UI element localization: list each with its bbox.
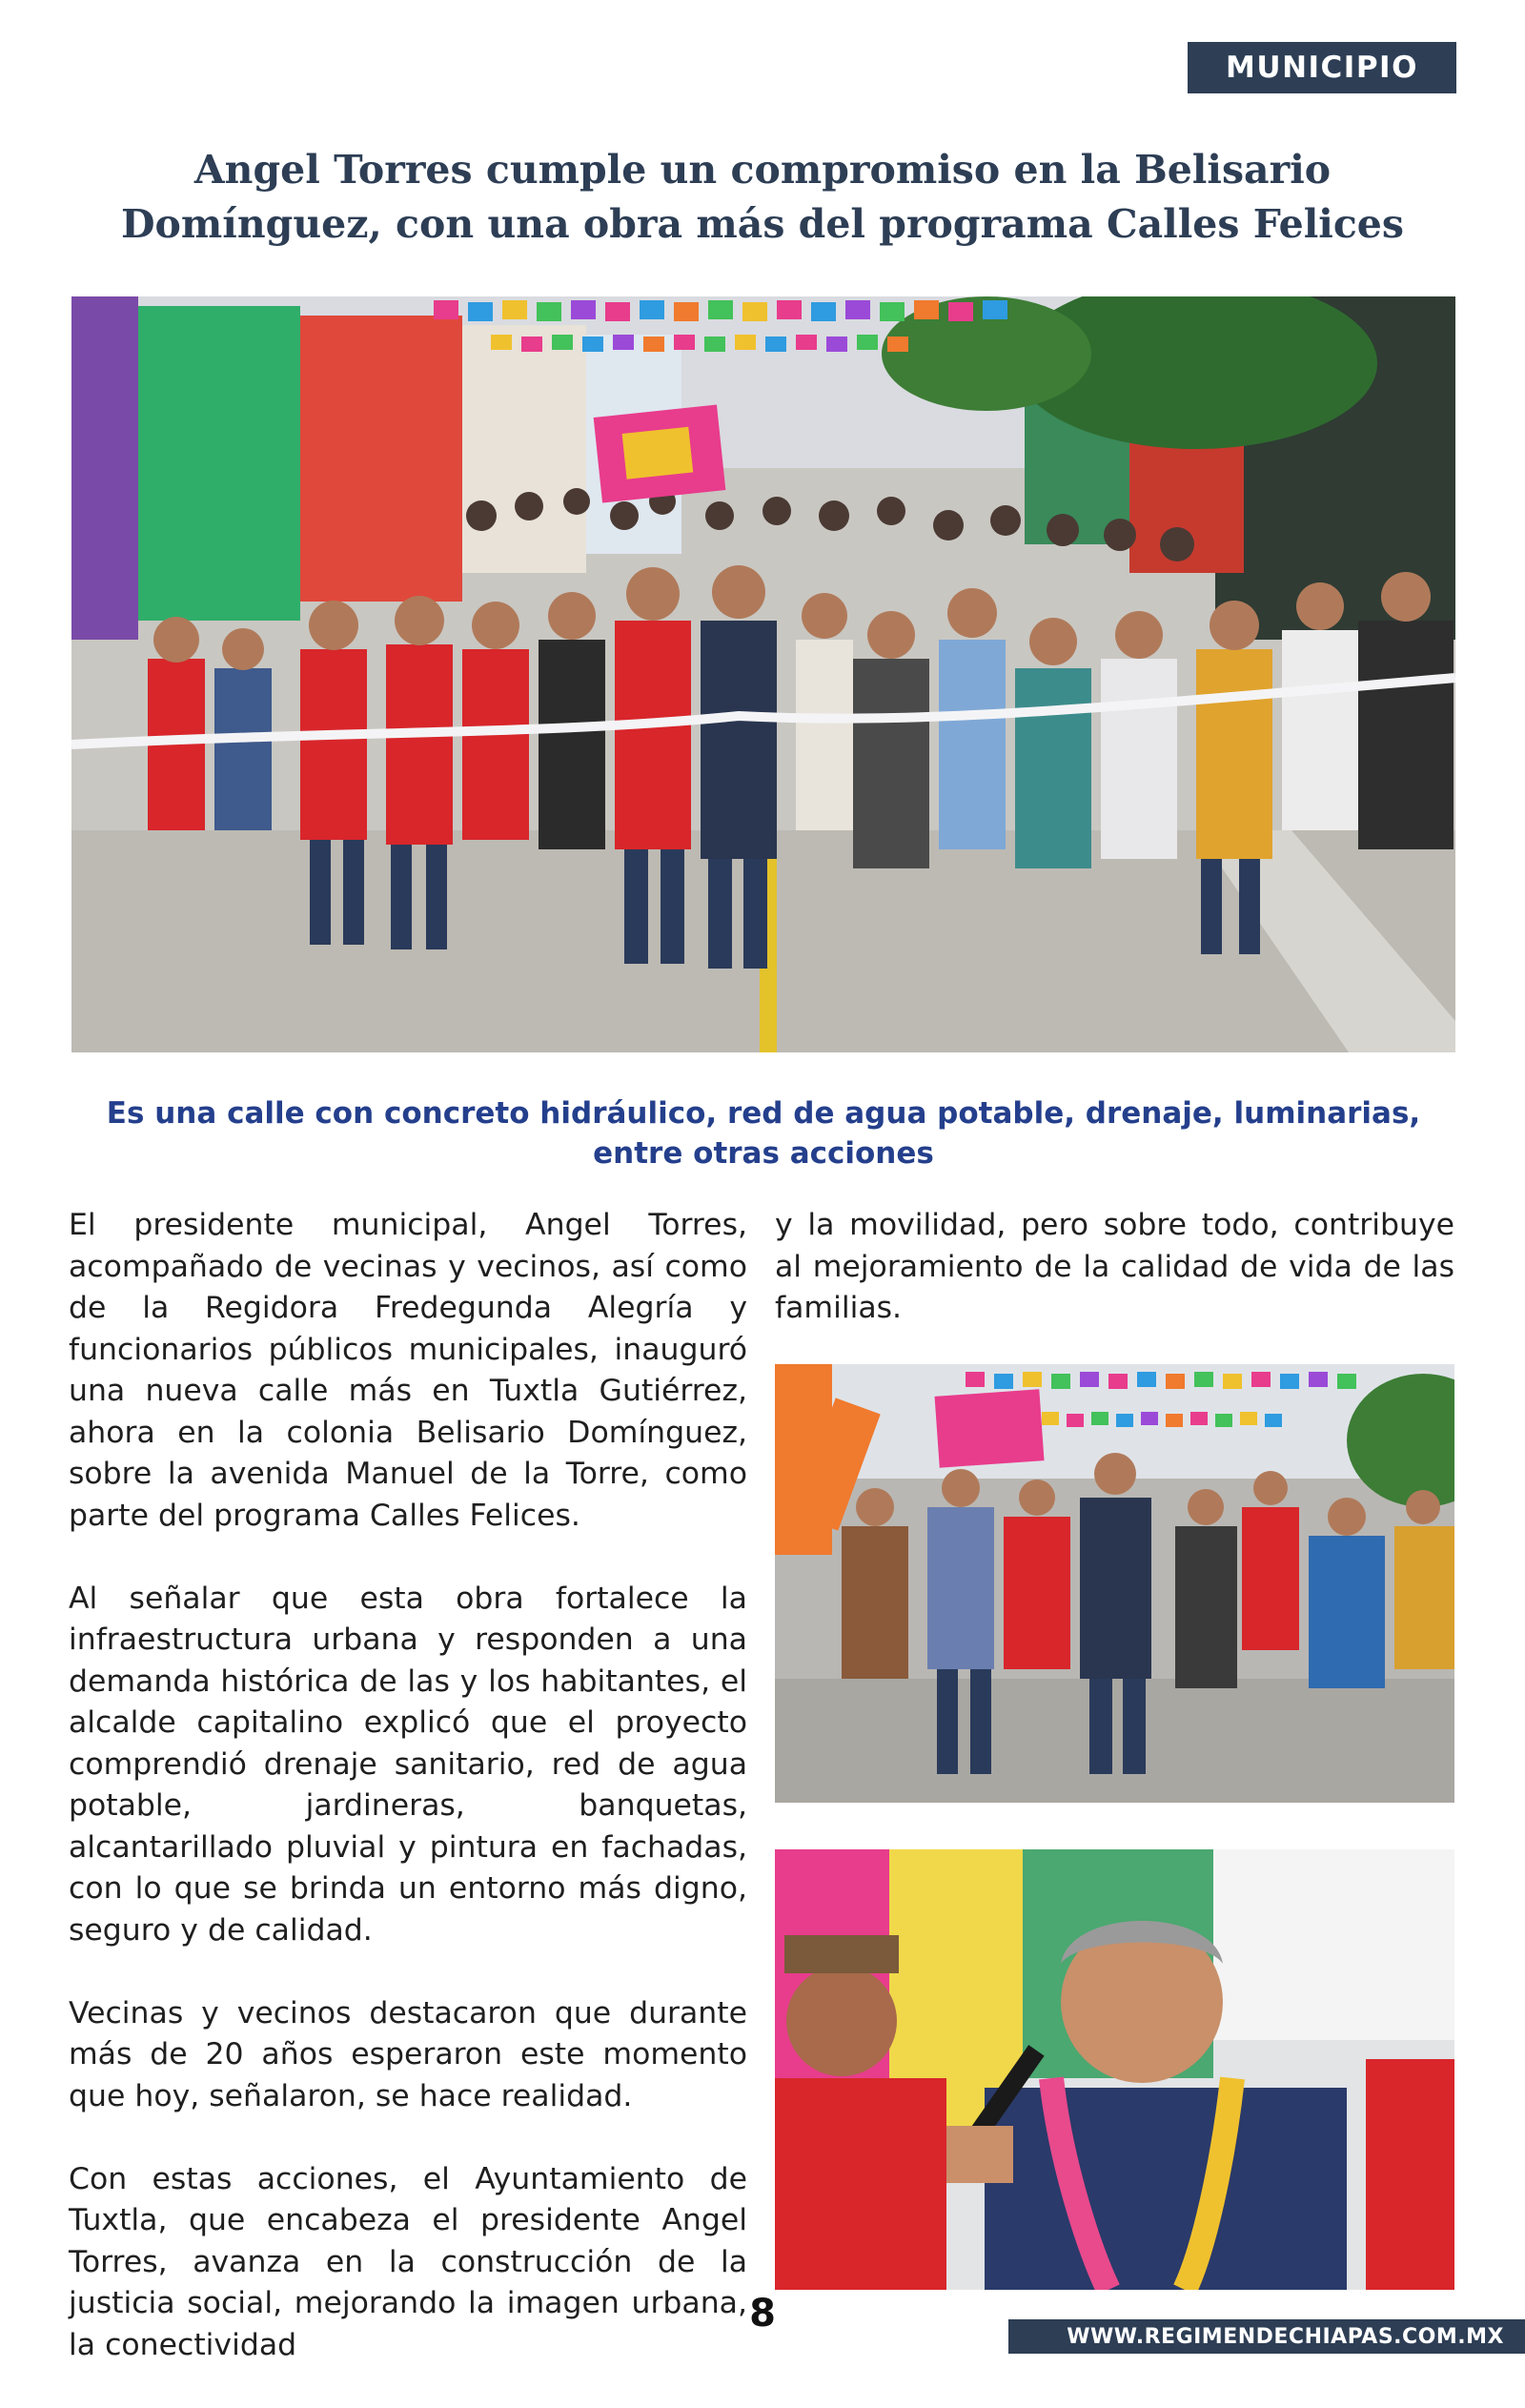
- website-link[interactable]: [1008, 2319, 1525, 2354]
- speaker-photo: [775, 1849, 1454, 2290]
- article-headline: Angel Torres cumple un compromiso en la Belisario Domínguez, con una obra más del programa Calles Felices: [121, 147, 1404, 247]
- article-paragraph: El presidente municipal, Angel Torres, acompañado de vecinas y vecinos, así como de la Regidora Fredegunda Alegría y funcionarios públicos municipales, inauguró una nueva calle más en Tuxtla Gutiérrez, ahora en la colonia Belisario Domínguez, sobre la avenida Manuel de la Torre, como parte del programa Calles Felices.: [69, 1208, 747, 1533]
- article-paragraph: Al señalar que esta obra fortalece la infraestructura urbana y responden a una demanda histórica de las y los habitantes, el alcalde capitalino explicó que el proyecto comprendió drenaje sanitario, red de agua potable, jardineras, banquetas, alcantarillado pluvial y pintura en fachadas, con lo que se brinda un entorno más digno, seguro y de calidad.: [69, 1581, 747, 1948]
- section-badge: MUNICIPIO: [1188, 42, 1456, 93]
- procession-photo: [775, 1364, 1454, 1803]
- article-paragraph: Vecinas y vecinos destacaron que durante más de 20 años esperaron este momento que hoy, señalaron, se hace realidad.: [69, 1995, 747, 2113]
- website-url: WWW.REGIMENDECHIAPAS.COM.MX: [1067, 2324, 1504, 2349]
- article-body-left-column: [69, 1205, 747, 2408]
- article-subheadline: Es una calle con concreto hidráulico, red de agua potable, drenaje, luminarias, entre otras acciones: [106, 1096, 1421, 1171]
- article-body-continuation: y la movilidad, pero sobre todo, contribuye al mejoramiento de la calidad de vida de las familias.: [775, 1208, 1454, 1325]
- page-number: 8: [749, 2292, 776, 2336]
- ribbon-cutting-photo: [71, 296, 1455, 1052]
- article-paragraph: Con estas acciones, el Ayuntamiento de Tuxtla, que encabeza el presidente Angel Torres, avanza en la construcción de la justicia social, mejorando la imagen urbana, la conectividad: [69, 2161, 747, 2362]
